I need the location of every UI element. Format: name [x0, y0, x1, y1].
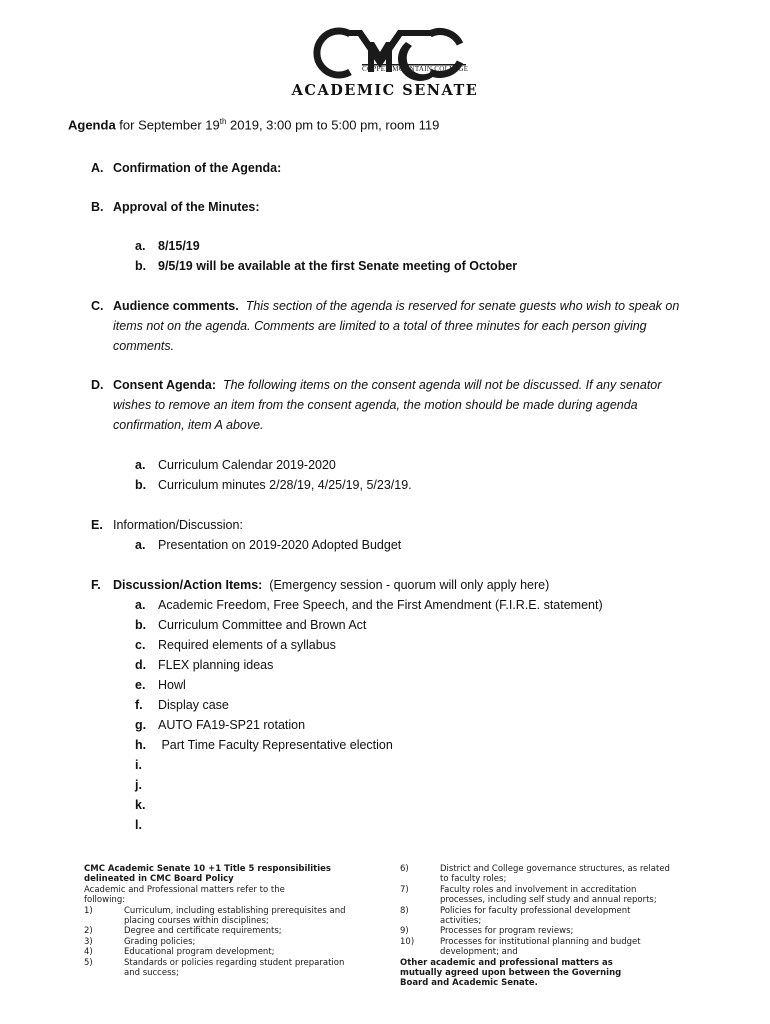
section-description-line: confirmation, item A above. — [113, 418, 264, 432]
list-item — [135, 236, 200, 256]
section-letter: D. — [91, 378, 104, 392]
page-title: ACADEMIC SENATE — [291, 82, 479, 99]
list-item-label: d. — [135, 658, 147, 672]
responsibility-text: Standards or policies regarding student preparation — [124, 957, 345, 968]
list-item-label: b. — [135, 618, 147, 632]
responsibilities-heading: CMC Academic Senate 10 +1 Title 5 responsibilities — [84, 864, 331, 874]
responsibility-text: Policies for faculty professional development — [440, 905, 631, 916]
responsibilities-left — [84, 864, 384, 978]
responsibility-text: Degree and certificate requirements; — [124, 926, 282, 937]
responsibility-number: 8) — [400, 905, 409, 916]
section-letter: F. — [91, 578, 101, 592]
section-description-line: items not on the agenda. Comments are limited to a total of three minutes for each person giving — [113, 319, 647, 333]
responsibility-item — [400, 874, 700, 884]
list-item-text: FLEX planning ideas — [158, 658, 274, 672]
list-item-text: Howl — [158, 678, 186, 692]
responsibility-number — [84, 916, 124, 926]
responsibilities-intro: Academic and Professional matters refer to the — [84, 884, 285, 895]
section-title: Consent Agenda: — [113, 378, 217, 392]
responsibility-item — [84, 968, 384, 978]
list-item-label: h. — [135, 738, 147, 752]
section-d — [91, 375, 661, 395]
responsibility-item — [84, 958, 384, 968]
list-item — [135, 256, 517, 276]
section-description-line: wishes to remove an item from the consent agenda, the motion should be made during agenda — [113, 398, 638, 412]
list-item — [135, 715, 305, 735]
agenda-date-post: 2019, 3:00 pm to 5:00 pm, room 119 — [226, 117, 440, 133]
list-item-text: Presentation on 2019-2020 Adopted Budget — [158, 538, 402, 552]
responsibilities-heading: delineated in CMC Board Policy — [84, 874, 234, 885]
section-title: Discussion/Action Items: — [113, 578, 263, 592]
list-item — [135, 535, 401, 555]
list-item-text: Curriculum Committee and Brown Act — [158, 618, 367, 632]
responsibility-number: 6) — [400, 864, 409, 874]
responsibility-number: 10) — [400, 936, 415, 947]
responsibility-number: 5) — [84, 957, 93, 968]
section-e — [91, 515, 243, 535]
list-item — [135, 635, 336, 655]
responsibility-item — [400, 937, 700, 947]
responsibility-item — [400, 916, 700, 926]
list-item — [135, 455, 336, 475]
list-item-text: Display case — [158, 698, 229, 712]
responsibility-number: 1) — [84, 905, 93, 916]
section-letter: E. — [91, 518, 103, 532]
agenda-label: Agenda — [68, 117, 116, 133]
section-title: Audience comments. — [113, 299, 239, 313]
responsibility-text: activities; — [440, 916, 482, 927]
list-item-label: j. — [135, 778, 142, 792]
responsibility-number — [84, 968, 124, 978]
list-item — [135, 735, 393, 755]
list-item — [135, 695, 229, 715]
list-item-label: b. — [135, 259, 147, 273]
responsibilities-closing: mutually agreed upon between the Governing — [400, 968, 622, 979]
responsibility-text: to faculty roles; — [440, 874, 507, 885]
responsibility-item — [400, 926, 700, 936]
section-b — [91, 197, 260, 217]
list-item-label: e. — [135, 678, 146, 692]
responsibility-number: 3) — [84, 936, 93, 947]
responsibilities-intro: following: — [84, 895, 126, 906]
responsibility-item — [84, 906, 384, 916]
responsibility-number — [400, 895, 440, 905]
agenda-date-pre: for September 19 — [115, 117, 220, 133]
responsibility-number: 7) — [400, 884, 409, 895]
section-description: This section of the agenda is reserved for senate guests who wish to speak on — [245, 299, 680, 313]
list-item-text: Part Time Faculty Representative election — [158, 738, 393, 752]
responsibility-item — [400, 864, 700, 874]
responsibility-item — [400, 885, 700, 895]
responsibility-item — [84, 947, 384, 957]
list-item — [135, 615, 366, 635]
list-item — [135, 475, 412, 495]
list-item — [135, 775, 158, 795]
responsibility-text: Processes for program reviews; — [440, 926, 574, 937]
list-item-label: b. — [135, 478, 147, 492]
agenda-date-line — [68, 117, 439, 132]
list-item-text: 8/15/19 — [158, 239, 200, 253]
cmc-logo — [310, 24, 470, 82]
section-letter: B. — [91, 200, 104, 214]
section-c — [91, 296, 679, 316]
list-item-label: i. — [135, 758, 142, 772]
list-item — [135, 675, 186, 695]
responsibilities-closing: Other academic and professional matters as — [400, 957, 613, 968]
agenda-date-sup: th — [219, 117, 227, 126]
list-item-text: Academic Freedom, Free Speech, and the First Amendment (F.I.R.E. statement) — [158, 598, 603, 612]
responsibility-item — [400, 906, 700, 916]
responsibility-text: processes, including self study and annual reports; — [440, 895, 657, 906]
list-item-label: l. — [135, 818, 142, 832]
college-name: COPPER MOUNTAIN COLLEGE — [362, 65, 469, 73]
list-item-label: c. — [135, 638, 146, 652]
list-item-label: a. — [135, 458, 146, 472]
responsibility-item — [84, 926, 384, 936]
list-item — [135, 655, 273, 675]
section-description: The following items on the consent agenda will not be discussed. If any senator — [222, 378, 662, 392]
responsibility-item — [84, 916, 384, 926]
list-item-text: AUTO FA19-SP21 rotation — [158, 718, 306, 732]
list-item-text: Required elements of a syllabus — [158, 638, 336, 652]
section-title: Approval of the Minutes: — [113, 200, 260, 214]
responsibility-item — [84, 937, 384, 947]
responsibility-number — [400, 947, 440, 957]
list-item-label: g. — [135, 718, 147, 732]
list-item-label: k. — [135, 798, 146, 812]
list-item — [135, 795, 158, 815]
responsibility-number: 4) — [84, 947, 93, 958]
responsibilities-closing: Board and Academic Senate. — [400, 978, 538, 989]
section-letter: A. — [91, 161, 104, 175]
section-f — [91, 575, 549, 595]
responsibility-text: Processes for institutional planning and budget — [440, 936, 641, 947]
responsibility-item — [400, 947, 700, 957]
responsibility-text: development; and — [440, 947, 518, 958]
section-note: (Emergency session - quorum will only apply here) — [269, 578, 550, 592]
section-letter: C. — [91, 299, 104, 313]
list-item-text: Curriculum minutes 2/28/19, 4/25/19, 5/23/19. — [158, 478, 412, 492]
list-item — [135, 815, 158, 835]
responsibility-text: District and College governance structures, as related — [440, 864, 670, 874]
list-item — [135, 595, 603, 615]
responsibility-text: placing courses within disciplines; — [124, 916, 269, 927]
list-item-label: f. — [135, 698, 143, 712]
responsibility-text: Grading policies; — [124, 936, 196, 947]
list-item — [135, 755, 158, 775]
responsibility-text: and success; — [124, 968, 179, 979]
section-title: Information/Discussion: — [113, 518, 243, 532]
list-item-label: a. — [135, 239, 146, 253]
responsibility-text: Faculty roles and involvement in accreditation — [440, 884, 637, 895]
responsibility-number — [400, 874, 440, 884]
section-title: Confirmation of the Agenda: — [113, 161, 282, 175]
responsibility-number: 2) — [84, 926, 93, 937]
responsibility-number: 9) — [400, 926, 409, 937]
list-item-label: a. — [135, 538, 146, 552]
responsibility-text: Educational program development; — [124, 947, 275, 958]
section-a — [91, 158, 281, 178]
section-description-line: comments. — [113, 339, 175, 353]
responsibility-item — [400, 895, 700, 905]
list-item-text: 9/5/19 will be available at the first Senate meeting of October — [158, 259, 518, 273]
list-item-label: a. — [135, 598, 146, 612]
responsibility-number — [400, 916, 440, 926]
list-item-text: Curriculum Calendar 2019-2020 — [158, 458, 336, 472]
responsibilities-right — [400, 864, 700, 989]
responsibility-text: Curriculum, including establishing prerequisites and — [124, 905, 346, 916]
